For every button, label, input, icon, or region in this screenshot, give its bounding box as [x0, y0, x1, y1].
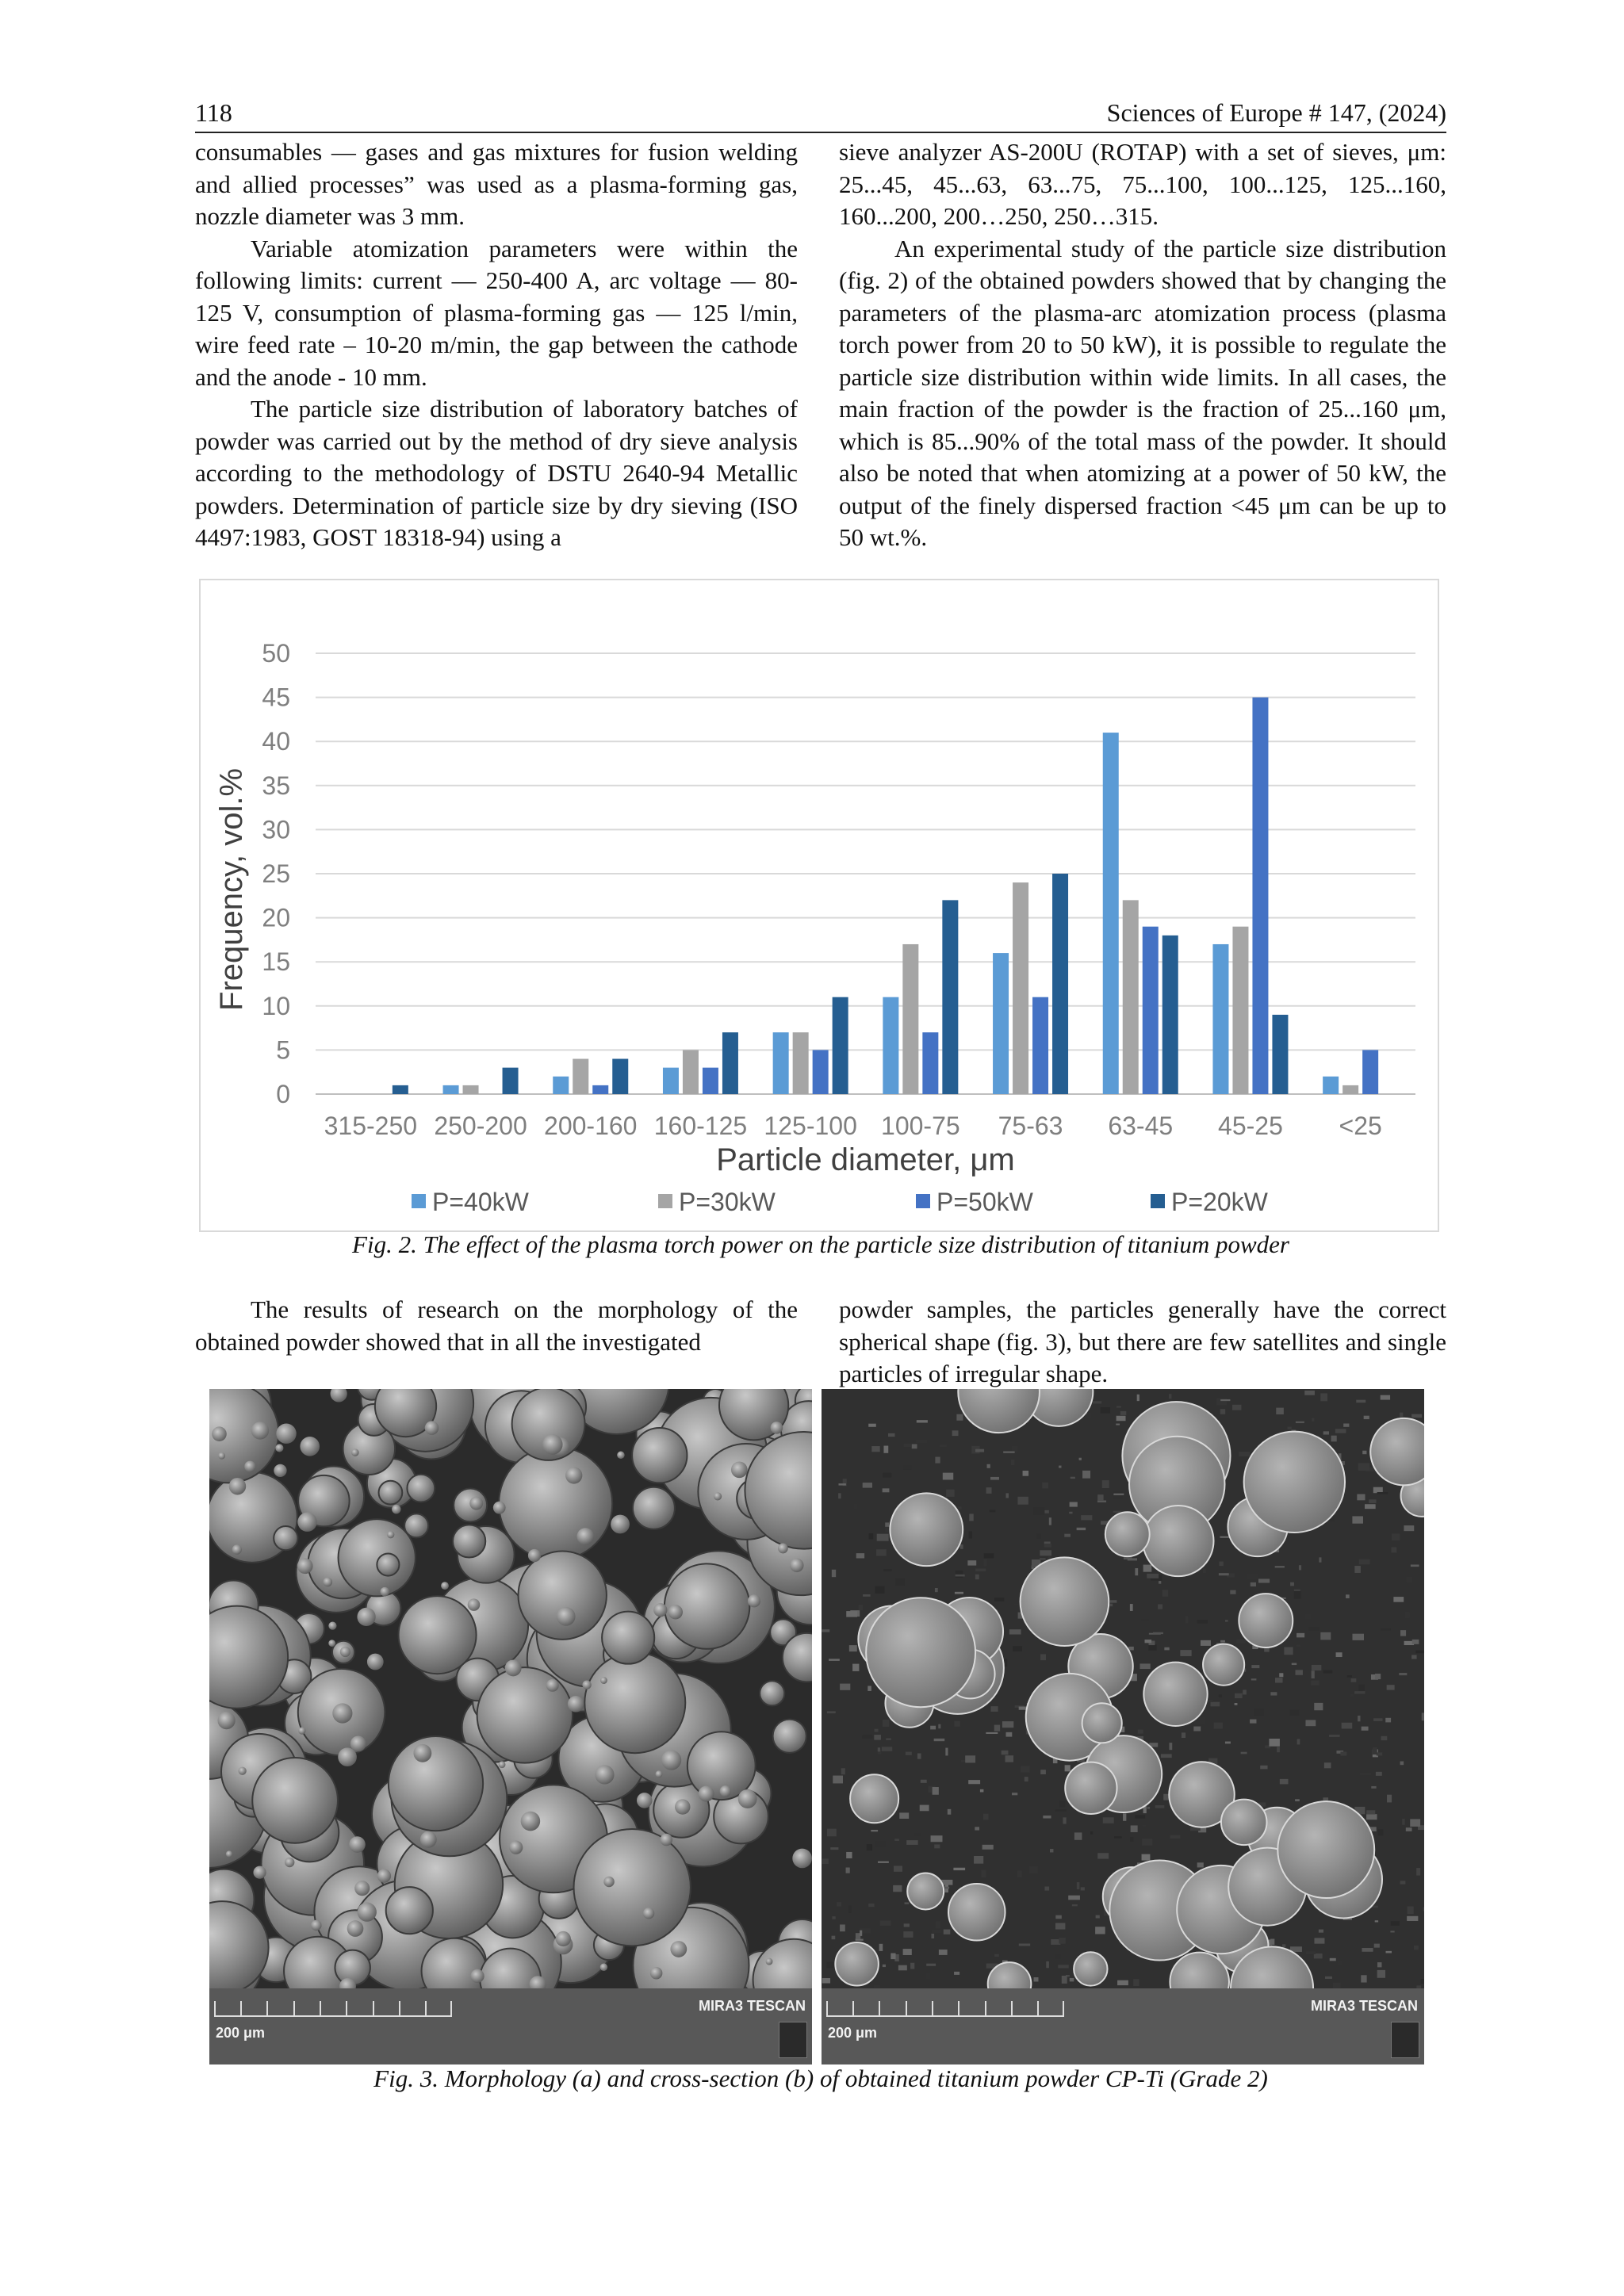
microscope-label: MIRA3 TESCAN — [698, 1998, 806, 2014]
bar — [1252, 698, 1268, 1094]
legend-label: P=20kW — [1171, 1188, 1268, 1216]
y-tick-label: 35 — [262, 771, 290, 800]
particle-size-chart — [199, 579, 1439, 1232]
bar — [553, 1077, 569, 1094]
scale-label: 200 μm — [828, 2025, 878, 2041]
bar — [1032, 997, 1048, 1094]
bar — [1272, 1015, 1288, 1094]
bar — [1123, 900, 1139, 1094]
bar — [1232, 927, 1248, 1094]
left-paragraph-2: Variable atomization parameters were within the following limits: current — 250-400 A, arc voltage — 80-125 V, consumption of plasma-forming gas — 125 l/min, wire feed rate – 10-20 m/min, the gap between the cathode and the anode - 10 mm. — [195, 234, 798, 391]
fig2-caption: Fig. 2. The effect of the plasma torch power on the particle size distribution of titanium powder — [352, 1230, 1289, 1258]
fig3-caption: Fig. 3. Morphology (a) and cross-section (b) of obtained titanium powder CP-Ti (Grade 2) — [373, 2064, 1268, 2092]
legend-label: P=40kW — [432, 1188, 529, 1216]
bar — [683, 1050, 699, 1094]
corner-icon — [1391, 2022, 1419, 2058]
legend-label: P=50kW — [936, 1188, 1033, 1216]
bar — [942, 900, 958, 1094]
x-tick-label: <25 — [1339, 1112, 1382, 1140]
x-tick-label: 125-100 — [764, 1112, 857, 1140]
bar — [793, 1032, 809, 1094]
sem-image-cross-section — [822, 1389, 1424, 2064]
bar — [833, 997, 848, 1094]
lower-right-paragraph: powder samples, the particles generally have the correct spherical shape (fig. 3), but there are few satellites and single particles of irregular shape. — [839, 1295, 1446, 1387]
x-tick-label: 100-75 — [881, 1112, 960, 1140]
y-tick-label: 0 — [276, 1080, 290, 1108]
legend-swatch — [658, 1194, 672, 1208]
bar — [813, 1050, 829, 1094]
right-column — [839, 136, 1446, 554]
corner-icon — [779, 2022, 807, 2058]
bar — [1143, 927, 1159, 1094]
bar — [883, 997, 898, 1094]
y-tick-label: 30 — [262, 815, 290, 844]
bar — [703, 1068, 718, 1094]
microscope-label: MIRA3 TESCAN — [1310, 1998, 1418, 2014]
sem-morphology-micrograph — [209, 1389, 812, 1988]
x-tick-label: 250-200 — [434, 1112, 527, 1140]
legend-swatch — [916, 1194, 930, 1208]
y-tick-label: 40 — [262, 727, 290, 756]
x-tick-label: 75-63 — [998, 1112, 1063, 1140]
bar — [902, 944, 918, 1094]
bar — [443, 1085, 459, 1094]
bar — [663, 1068, 679, 1094]
bar — [1342, 1085, 1358, 1094]
y-tick-label: 45 — [262, 683, 290, 712]
bar — [1162, 936, 1178, 1094]
y-tick-label: 15 — [262, 947, 290, 977]
x-axis-title: Particle diameter, μm — [716, 1142, 1015, 1177]
bar — [1362, 1050, 1378, 1094]
x-tick-label: 315-250 — [324, 1112, 418, 1140]
page-header — [195, 97, 1446, 133]
y-tick-label: 10 — [262, 991, 290, 1020]
x-tick-label: 200-160 — [544, 1112, 638, 1140]
bar — [1212, 944, 1228, 1094]
lower-left-column — [195, 1294, 798, 1358]
bar — [592, 1085, 608, 1094]
y-tick-label: 50 — [262, 639, 290, 668]
y-tick-label: 5 — [276, 1035, 290, 1065]
bar — [612, 1059, 628, 1094]
x-tick-label: 45-25 — [1218, 1112, 1283, 1140]
scale-bar — [214, 1992, 452, 2017]
left-paragraph-1: consumables — gases and gas mixtures for fusion welding and allied processes” was used as a plasma-forming gas, nozzle diameter was 3 mm. — [195, 138, 798, 230]
bar — [1323, 1077, 1339, 1094]
left-paragraph-3: The particle size distribution of laboratory batches of powder was carried out by the method of dry sieve analysis according to the methodology of DSTU 2640-94 Metallic powders. Determination of particle size by dry sieving (ISO 4497:1983, GOST 18318-94) using a — [195, 395, 798, 551]
right-paragraph-1: sieve analyzer AS-200U (ROTAP) with a set of sieves, μm: 25...45, 45...63, 63...75, 75...100, 100...125, 125...160, 160...200, 200…250, 250…315. — [839, 138, 1446, 230]
sem-image-morphology — [209, 1389, 812, 2064]
x-tick-label: 160-125 — [653, 1112, 748, 1140]
scale-bar — [826, 1992, 1064, 2017]
bar — [463, 1085, 479, 1094]
bar — [993, 953, 1009, 1094]
right-paragraph-2: An experimental study of the particle size distribution (fig. 2) of the obtained powders showed that by changing the parameters of the plasma-arc atomization process (plasma torch power from 20 to 50 kW), it is possible to regulate the particle size distribution within wide limits. In all cases, the main fraction of the powder is the fraction of 25...160 μm, which is 85...90% of the total mass of the powder. It should also be noted that when atomizing at a power of 50 kW, the output of the finely dispersed fraction <45 μm can be up to 50 wt.%. — [839, 234, 1446, 551]
bar — [573, 1059, 588, 1094]
bar — [1013, 882, 1028, 1094]
left-column — [195, 136, 798, 554]
sem-cross-section-micrograph — [822, 1389, 1424, 1988]
scale-label: 200 μm — [216, 2025, 266, 2041]
page-number: 118 — [195, 98, 232, 127]
legend-swatch — [412, 1194, 426, 1208]
lower-left-paragraph: The results of research on the morphology of the obtained powder showed that in all the investigated — [195, 1295, 798, 1356]
y-tick-label: 25 — [262, 859, 290, 888]
bar — [1103, 733, 1119, 1094]
sem-info-bar — [209, 1988, 812, 2064]
chart-svg — [201, 580, 1438, 1230]
bar — [393, 1085, 408, 1094]
bar — [922, 1032, 938, 1094]
journal-title: Sciences of Europe # 147, (2024) — [1106, 98, 1446, 127]
x-tick-label: 63-45 — [1108, 1112, 1174, 1140]
bar — [722, 1032, 738, 1094]
sem-info-bar — [822, 1988, 1424, 2064]
y-axis-title: Frequency, vol.% — [214, 767, 249, 1012]
bar — [773, 1032, 789, 1094]
y-tick-label: 20 — [262, 903, 290, 932]
lower-right-column — [839, 1294, 1446, 1391]
bar — [1052, 874, 1068, 1094]
bar — [503, 1068, 519, 1094]
legend-label: P=30kW — [679, 1188, 776, 1216]
legend-swatch — [1151, 1194, 1165, 1208]
